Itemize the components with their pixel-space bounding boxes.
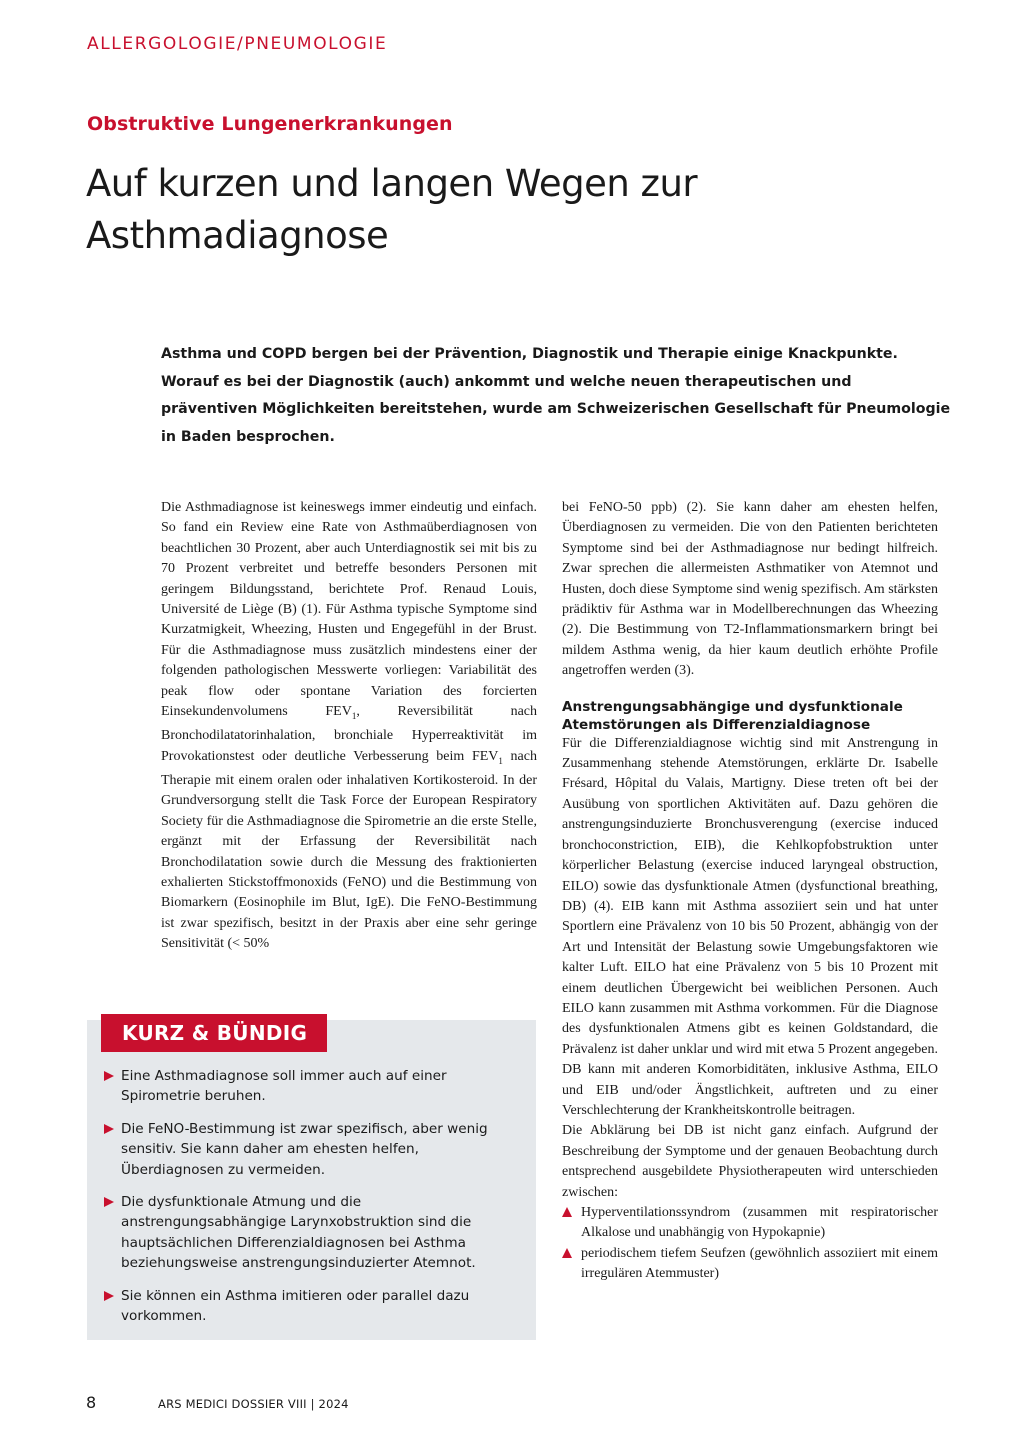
body-text: , Reversibilität nach Bronchodilatatorinhalation, bronchiale Hyperreaktivität im Provokationstest oder deutliche Verbesserung beim FEV	[161, 704, 537, 764]
summary-item	[103, 1119, 523, 1180]
list-item-text: periodischem tiefem Seufzen (gewöhnlich assoziiert mit einem irregulären Atemmuster)	[581, 1245, 938, 1282]
summary-item-text: Sie können ein Asthma imitieren oder parallel dazu vorkommen.	[121, 1287, 470, 1325]
article-title-line-1: Auf kurzen und langen Wegen zur	[86, 162, 698, 205]
body-text: nach Therapie mit einem oralen oder inhalativen Kortikosteroid. In der Grundversorgung stellt die Task Force der European Respiratory Society für die Asthmadiagnose die Spirometrie an die erste Stelle, ergänzt mit der Erfassung der Reversibilität nach Bronchodilatation sowie durch die Messung des fraktionierten exhalierten Stickstoffmonoxids (FeNO) und die Bestimmung von Biomarkern (Eosinophile im Blut, IgE). Die FeNO-Bestimmung ist zwar spezifisch, besitzt in der Praxis aber eine sehr geringe Sensitivität (< 50%	[161, 748, 537, 952]
triangle-bullet-icon	[562, 1207, 572, 1217]
subscript: 1	[498, 755, 503, 766]
body-column-left	[161, 498, 537, 955]
summary-item	[103, 1286, 523, 1327]
subscript: 1	[351, 710, 357, 721]
section-tag: ALLERGOLOGIE/PNEUMOLOGIE	[87, 34, 388, 54]
summary-list	[103, 1066, 523, 1338]
list-item	[562, 1244, 938, 1285]
article-title	[86, 158, 846, 262]
symptom-list	[562, 1203, 938, 1285]
summary-item	[103, 1192, 523, 1274]
list-item	[562, 1203, 938, 1244]
triangle-bullet-icon	[562, 1248, 572, 1258]
page-number: 8	[86, 1393, 97, 1412]
section-subheading: Anstrengungsabhängige und dysfunktionale Atemstörungen als Differenzialdiagnose	[562, 698, 903, 733]
summary-item-text: Eine Asthmadiagnose soll immer auch auf einer Spirometrie beruhen.	[121, 1068, 447, 1105]
summary-item-text: Die FeNO-Bestimmung ist zwar spezifisch, aber wenig sensitiv. Sie kann daher am ehesten helfen, Überdiagnosen zu vermeiden.	[121, 1120, 488, 1178]
article-title-line-2: Asthmadiagnose	[86, 214, 389, 257]
body-paragraph: bei FeNO-50 ppb) (2). Sie kann daher am ehesten helfen, Überdiagnosen zu vermeiden. Die von den Patienten berichteten Symptome sind bei der Asthmadiagnose nur bedingt hilfreich. Zwar sprechen die allermeisten Asthmatiker von Atemnot und Husten, doch diese Symptome sind wenig spezifisch. Am stärksten prädiktiv für Asthma war in Modellberechnungen das Wheezing (2). Die Bestimmung von T2-Inflammationsmarkern bringt bei mildem Asthma wenig, da hier kaum deutlich erhöhte Profile angetroffen werden (3).	[562, 500, 938, 679]
body-paragraph: Für die Differenzialdiagnose wichtig sind mit Anstrengung in Zusammenhang stehende Atemstörungen, erklärte Dr. Isabelle Frésard, Hôpital du Valais, Martigny. Diese treten oft bei der Ausübung von sportlichen Aktivitäten auf. Dazu gehören die anstrengungsinduzierte Bronchusverengung (exercise induced bronchoconstriction, EIB), die Kehlkopfobstruktion unter körperlicher Belastung (exercise induced laryngeal obstruction, EILO) sowie das dysfunktionale Atmen (dysfunctional breathing, DB) (4). EIB kann mit Asthma assoziiert sein und hat unter Sportlern eine Prävalenz von 10 bis 50 Prozent, abhängig von der Art und Intensität der Belastung sowie Umgebungsfaktoren wie kalter Luft. EILO hat eine Prävalenz von 5 bis 10 Prozent mit einem deutlichen Übergewicht bei weiblichen Personen. Auch EILO kann zusammen mit Asthma vorkommen. Für die Diagnose des dysfunktionalen Atmens gibt es keinen Goldstandard, die Prävalenz ist daher unklar und wird mit etwa 5 Prozent angegeben. DB kann mit anderen Komorbiditäten, inklusive Asthma, EILO und EIB und/oder Ängstlichkeit, auftreten und zu einer Verschlechterung der Krankheitskontrolle beitragen.	[562, 735, 938, 1118]
article-lead: Asthma und COPD bergen bei der Prävention, Diagnostik und Therapie einige Knackpunkte. Worauf es bei der Diagnostik (auch) ankommt und welche neuen therapeutischen und präventiven Möglichkeiten bereitstehen, wurde am Schweizerischen Gesellschaft für Pneumologie in Baden besprochen.	[161, 346, 951, 445]
arrow-bullet-icon	[104, 1071, 114, 1081]
body-text: Die Asthmadiagnose ist keineswegs immer eindeutig und einfach. So fand ein Review eine Rate von Asthmaüberdiagnosen von beachtlichen 30 Prozent, aber auch Unterdiagnostik sei mit bis zu 70 Prozent verbreitet und betreffe besonders Personen mit geringem Bildungsstand, berichtete Prof. Renaud Louis, Université de Liège (B) (1). Für Asthma typische Symptome sind Kurzatmigkeit, Wheezing, Husten und Engegefühl in der Brust. Für die Asthmadiagnose muss zusätzlich mindestens einer der folgenden pathologischen Messwerte vorliegen: Variabilität des peak flow oder spontane Variation des forcierten Einsekundenvolumens FEV	[161, 500, 537, 720]
list-item-text: Hyperventilationssyndrom (zusammen mit respiratorischer Alkalose und unabhängig von Hypokapnie)	[581, 1205, 938, 1241]
summary-item	[103, 1066, 523, 1107]
summary-item-text: Die dysfunktionale Atmung und die anstrengungsabhängige Larynxobstruktion sind die hauptsächlichen Differenzialdiagnosen bei Asthma beziehungsweise anstrengungsinduzierter Atemnot.	[121, 1194, 476, 1272]
body-paragraph: Die Abklärung bei DB ist nicht ganz einfach. Aufgrund der Beschreibung der Symptome und der genauen Beobachtung durch entsprechend ausgebildete Physiotherapeuten wird unterschieden zwischen:	[562, 1123, 938, 1200]
arrow-bullet-icon	[104, 1291, 114, 1301]
article-kicker: Obstruktive Lungenerkrankungen	[87, 113, 453, 135]
summary-title: KURZ & BÜNDIG	[101, 1014, 327, 1052]
arrow-bullet-icon	[104, 1124, 114, 1134]
body-column-right	[562, 498, 938, 1285]
body-paragraph	[161, 498, 537, 955]
arrow-bullet-icon	[104, 1197, 114, 1207]
publication-name: ARS MEDICI DOSSIER VIII | 2024	[158, 1397, 349, 1411]
